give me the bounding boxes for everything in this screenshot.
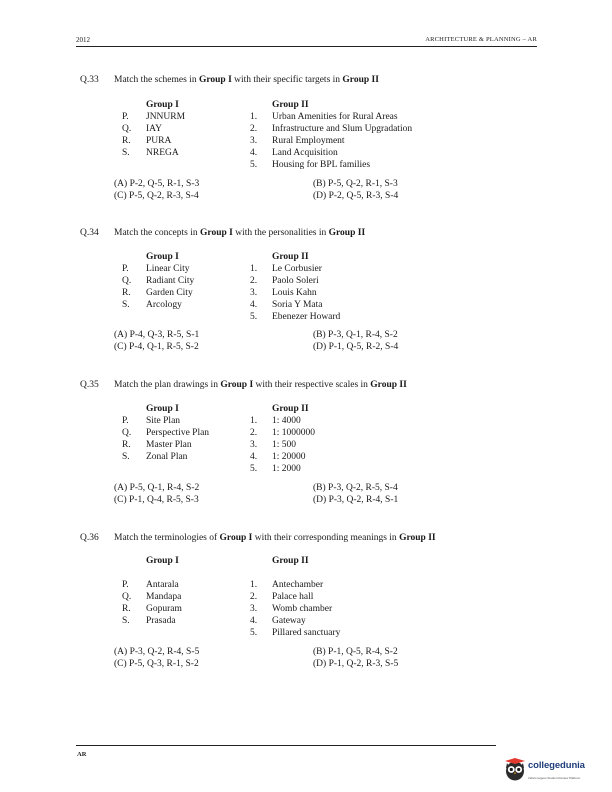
list-item: 2. Paolo Soleri [250, 276, 319, 286]
list-item: S. Prasada [122, 616, 176, 626]
list-item: P. JNNURM [122, 112, 186, 122]
list-item: 1. Le Corbusier [250, 264, 322, 274]
group-2-list [250, 403, 510, 475]
list-item: 3. Louis Kahn [250, 288, 317, 298]
option-b[interactable]: (B) P-1, Q-5, R-4, S-2 [313, 647, 398, 657]
list-item: 2. Infrastructure and Slum Upgradation [250, 124, 413, 134]
question-number: Q.36 [80, 533, 99, 543]
list-item: 4. Gateway [250, 616, 306, 626]
list-item: 5. Housing for BPL families [250, 160, 371, 170]
list-item: R. Gopuram [122, 604, 182, 614]
page-header [76, 34, 537, 45]
question-number: Q.35 [80, 380, 99, 390]
option-c[interactable]: (C) P-5, Q-2, R-3, S-4 [114, 191, 199, 201]
question-number: Q.34 [80, 228, 99, 238]
list-item: S. NREGA [122, 148, 179, 158]
list-item: 2. 1: 1000000 [250, 428, 316, 438]
option-d[interactable]: (D) P-1, Q-5, R-2, S-4 [313, 342, 399, 352]
question-stem: Match the schemes in Group I with their specific targets in Group II [114, 75, 379, 85]
list-item: 3. Rural Employment [250, 136, 345, 146]
list-item: Q. Radiant City [122, 276, 195, 286]
list-item: 3. 1: 500 [250, 440, 297, 450]
option-c[interactable]: (C) P-5, Q-3, R-1, S-2 [114, 659, 199, 669]
list-item: Q. IAY [122, 124, 163, 134]
header-divider [76, 46, 537, 47]
exam-year: 2012 [76, 36, 90, 44]
group-2-list [250, 251, 510, 323]
option-b[interactable]: (B) P-5, Q-2, R-1, S-3 [313, 179, 398, 189]
list-item: 1. Urban Amenities for Rural Areas [250, 112, 398, 122]
brand-watermark[interactable] [504, 757, 604, 783]
brand-tagline: India's largest Student Review Platform [528, 776, 581, 780]
list-item: 1. Antechamber [250, 580, 324, 590]
option-b[interactable]: (B) P-3, Q-1, R-4, S-2 [313, 330, 398, 340]
group-1-heading: Group I [146, 404, 179, 414]
list-item: S. Zonal Plan [122, 452, 188, 462]
group-2-list [250, 99, 510, 171]
list-item: 4. 1: 20000 [250, 452, 306, 462]
question-stem: Match the terminologies of Group I with their corresponding meanings in Group II [114, 533, 436, 543]
list-item: 5. Ebenezer Howard [250, 312, 341, 322]
group-1-heading: Group I [146, 100, 179, 110]
group-1-heading: Group I [146, 556, 179, 566]
list-item: R. PURA [122, 136, 172, 146]
option-d[interactable]: (D) P-3, Q-2, R-4, S-1 [313, 495, 399, 505]
option-a[interactable]: (A) P-4, Q-3, R-5, S-1 [114, 330, 200, 340]
option-a[interactable]: (A) P-3, Q-2, R-4, S-5 [114, 647, 200, 657]
option-a[interactable]: (A) P-2, Q-5, R-1, S-3 [114, 179, 200, 189]
list-item: 1. 1: 4000 [250, 416, 301, 426]
list-item: 5. 1: 2000 [250, 464, 301, 474]
list-item: 4. Land Acquisition [250, 148, 338, 158]
footer-divider [76, 745, 496, 746]
list-item: Q. Mandapa [122, 592, 182, 602]
group-2-heading: Group II [272, 404, 309, 414]
list-item: S. Arcology [122, 300, 182, 310]
list-item: P. Linear City [122, 264, 190, 274]
list-item: 4. Soria Y Mata [250, 300, 323, 310]
list-item: R. Garden City [122, 288, 193, 298]
question-number: Q.33 [80, 75, 99, 85]
group-2-list [250, 555, 510, 639]
list-item: P. Site Plan [122, 416, 181, 426]
brand-name: collegedunia [528, 760, 585, 771]
list-item: P. Antarala [122, 580, 179, 590]
list-item: Q. Perspective Plan [122, 428, 210, 438]
paper-subject: ARCHITECTURE & PLANNING – AR [425, 36, 537, 43]
option-c[interactable]: (C) P-1, Q-4, R-5, S-3 [114, 495, 199, 505]
option-d[interactable]: (D) P-1, Q-2, R-3, S-5 [313, 659, 399, 669]
question-stem: Match the plan drawings in Group I with their respective scales in Group II [114, 380, 407, 390]
option-a[interactable]: (A) P-5, Q-1, R-4, S-2 [114, 483, 200, 493]
paper-code: AR [77, 751, 87, 758]
owl-logo-icon [504, 757, 526, 781]
group-2-heading: Group II [272, 556, 309, 566]
option-c[interactable]: (C) P-4, Q-1, R-5, S-2 [114, 342, 199, 352]
group-2-heading: Group II [272, 252, 309, 262]
list-item: 5. Pillared sanctuary [250, 628, 341, 638]
list-item: 2. Palace hall [250, 592, 314, 602]
option-d[interactable]: (D) P-2, Q-5, R-3, S-4 [313, 191, 399, 201]
list-item: R. Master Plan [122, 440, 192, 450]
option-b[interactable]: (B) P-3, Q-2, R-5, S-4 [313, 483, 398, 493]
question-stem: Match the concepts in Group I with the personalities in Group II [114, 228, 366, 238]
group-1-heading: Group I [146, 252, 179, 262]
group-2-heading: Group II [272, 100, 309, 110]
list-item: 3. Womb chamber [250, 604, 333, 614]
